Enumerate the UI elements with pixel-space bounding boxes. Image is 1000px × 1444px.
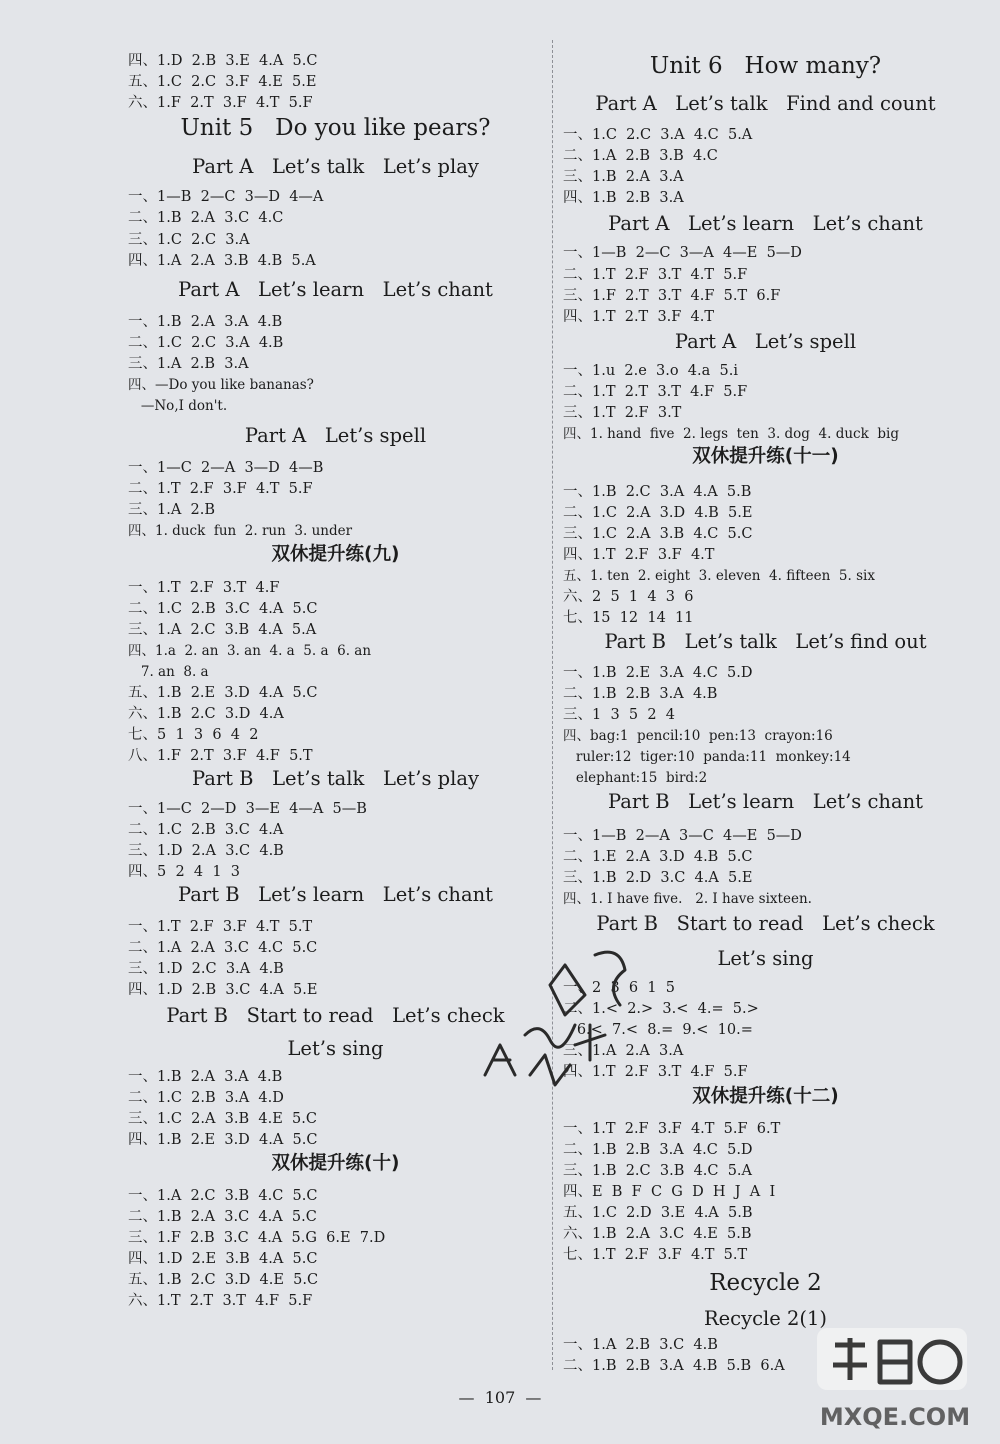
answer-line: 一、1.T 2.F 3.F 4.T 5.F 6.T	[563, 1121, 781, 1137]
answer-line: 二、1.C 2.B 3.A 4.D	[128, 1090, 284, 1106]
answer-line: 三、1.B 2.C 3.B 4.C 5.A	[563, 1163, 753, 1179]
answer-line: 四、1.T 2.F 3.T 4.F 5.F	[563, 1064, 748, 1080]
answer-line: 一、1—C 2—D 3—E 4—A 5—B	[128, 801, 367, 817]
svg-text:MXQE.COM: MXQE.COM	[819, 1403, 971, 1431]
answer-line: 六、1.F 2.T 3.F 4.T 5.F	[128, 95, 313, 111]
answer-line: 六、1.T 2.T 3.T 4.F 5.F	[128, 1293, 313, 1309]
section-heading: Part A Let’s spell	[674, 330, 857, 353]
answer-line: 五、1.B 2.C 3.D 4.E 5.C	[128, 1272, 319, 1288]
answer-line: 四、1.B 2.E 3.D 4.A 5.C	[128, 1132, 318, 1148]
answer-line: 五、1.C 2.C 3.F 4.E 5.E	[128, 74, 317, 90]
section-heading: Part B Let’s talk Let’s play	[191, 767, 480, 790]
answer-line: 三、1.T 2.F 3.T	[563, 405, 682, 421]
answer-line: 二、1.A 2.B 3.B 4.C	[563, 148, 718, 164]
section-heading: Part A Let’s spell	[244, 424, 427, 447]
answer-line: 一、1.T 2.F 3.F 4.T 5.T	[128, 919, 313, 935]
answer-line: 6.< 7.< 8.= 9.< 10.=	[563, 1022, 753, 1038]
practice-title: 双休提升练(十)	[271, 1153, 400, 1174]
answer-line: 三、1 3 5 2 4	[563, 707, 675, 723]
answer-line: 一、1.B 2.C 3.A 4.A 5.B	[563, 484, 752, 500]
answer-line: 二、1.A 2.A 3.C 4.C 5.C	[128, 940, 318, 956]
answer-line: 三、1.D 2.C 3.A 4.B	[128, 961, 284, 977]
section-heading: Recycle 2(1)	[703, 1307, 828, 1330]
answer-line: 一、1.u 2.e 3.o 4.a 5.i	[563, 363, 738, 379]
answer-line: 二、1.B 2.A 3.C 4.C	[128, 210, 284, 226]
answer-line: 一、1—C 2—A 3—D 4—B	[128, 460, 324, 476]
answer-line: 三、1.A 2.B 3.A	[128, 356, 249, 372]
answer-line: 三、1.F 2.B 3.C 4.A 5.G 6.E 7.D	[128, 1230, 386, 1246]
answer-line: 四、1. hand five 2. legs ten 3. dog 4. duck big	[563, 426, 899, 442]
answer-line: 三、1.C 2.A 3.B 4.C 5.C	[563, 526, 753, 542]
answer-line: 三、1.D 2.A 3.C 4.B	[128, 843, 284, 859]
answer-line: 7. an 8. a	[128, 664, 209, 680]
page-number: — 107 —	[458, 1388, 542, 1407]
answer-line: 四、E B F C G D H J A I	[563, 1184, 776, 1200]
answer-line: 四、1.A 2.A 3.B 4.B 5.A	[128, 253, 316, 269]
answer-line: 八、1.F 2.T 3.F 4.F 5.T	[128, 748, 313, 764]
answer-line: 一、1.A 2.C 3.B 4.C 5.C	[128, 1188, 318, 1204]
answer-line: 四、1.T 2.T 3.F 4.T	[563, 309, 715, 325]
section-heading: Part B Let’s learn Let’s chant	[608, 790, 923, 813]
section-heading: Part A Let’s learn Let’s chant	[178, 278, 493, 301]
answer-line: 二、1.E 2.A 3.D 4.B 5.C	[563, 849, 753, 865]
answer-line: 二、1.C 2.B 3.C 4.A	[128, 822, 284, 838]
answer-line: 一、1—B 2—A 3—C 4—E 5—D	[563, 828, 802, 844]
practice-title: 双休提升练(十一)	[692, 446, 839, 467]
section-heading: Part B Start to read Let’s check	[166, 1004, 505, 1027]
answer-line: 一、1.A 2.B 3.C 4.B	[563, 1337, 718, 1353]
answer-line: 三、1.A 2.A 3.A	[563, 1043, 684, 1059]
answer-line: 一、1.T 2.F 3.T 4.F	[128, 580, 280, 596]
section-heading: Part B Let’s learn Let’s chant	[178, 883, 493, 906]
answer-line: 一、2 3 6 1 5	[563, 980, 675, 996]
answer-line: 一、1.B 2.E 3.A 4.C 5.D	[563, 665, 753, 681]
answer-line: 二、1.B 2.A 3.C 4.A 5.C	[128, 1209, 317, 1225]
answer-line: —No,I don't.	[128, 398, 228, 414]
answer-line: 五、1.C 2.D 3.E 4.A 5.B	[563, 1205, 753, 1221]
answer-line: 二、1.T 2.F 3.T 4.T 5.F	[563, 267, 748, 283]
answer-line: 四、1.D 2.B 3.C 4.A 5.E	[128, 982, 318, 998]
answer-line: 七、1.T 2.F 3.F 4.T 5.T	[563, 1247, 748, 1263]
answer-line: 二、1.< 2.> 3.< 4.= 5.>	[563, 1001, 759, 1017]
unit-title: Unit 6 How many?	[649, 53, 882, 79]
unit-title: Recycle 2	[709, 1270, 822, 1296]
answer-line: elephant:15 bird:2	[563, 770, 708, 786]
answer-line: 二、1.C 2.A 3.D 4.B 5.E	[563, 505, 753, 521]
answer-line: 三、1.A 2.C 3.B 4.A 5.A	[128, 622, 317, 638]
answer-line: 六、1.B 2.C 3.D 4.A	[128, 706, 284, 722]
answer-line: 四、1.T 2.F 3.F 4.T	[563, 547, 715, 563]
answer-line: 二、1.C 2.C 3.A 4.B	[128, 335, 284, 351]
answer-line: 三、1.C 2.A 3.B 4.E 5.C	[128, 1111, 317, 1127]
answer-line: 三、1.F 2.T 3.T 4.F 5.T 6.F	[563, 288, 781, 304]
section-heading: Let’s sing	[287, 1037, 384, 1060]
unit-title: Unit 5 Do you like pears?	[180, 115, 491, 141]
answer-line: 六、1.B 2.A 3.C 4.E 5.B	[563, 1226, 752, 1242]
answer-line: 三、1.A 2.B	[128, 502, 216, 518]
answer-line: 一、1.C 2.C 3.A 4.C 5.A	[563, 127, 753, 143]
answer-line: 二、1.T 2.T 3.T 4.F 5.F	[563, 384, 748, 400]
answer-line: 二、1.B 2.B 3.A 4.B	[563, 686, 718, 702]
answer-line: 七、15 12 14 11	[563, 610, 694, 626]
section-heading: Part B Let’s talk Let’s find out	[604, 630, 927, 653]
answer-line: 一、1—B 2—C 3—A 4—E 5—D	[563, 245, 802, 261]
section-heading: Part A Let’s talk Let’s play	[192, 155, 479, 178]
answer-line: 四、1.a 2. an 3. an 4. a 5. a 6. an	[128, 643, 372, 659]
answer-line: 一、1.B 2.A 3.A 4.B	[128, 1069, 283, 1085]
answer-line: 四、5 2 4 1 3	[128, 864, 240, 880]
column-divider	[552, 40, 553, 1370]
section-heading: Let’s sing	[717, 947, 814, 970]
answer-line: 五、1.B 2.E 3.D 4.A 5.C	[128, 685, 318, 701]
answer-line: 四、1.D 2.B 3.E 4.A 5.C	[128, 53, 318, 69]
handwritten-scribble	[455, 925, 645, 1115]
answer-line: 二、1.T 2.F 3.F 4.T 5.F	[128, 481, 313, 497]
answer-line: 四、1. I have five. 2. I have sixteen.	[563, 891, 812, 907]
section-heading: Part A Let’s talk Find and count	[595, 92, 936, 115]
answer-line: 四、1.B 2.B 3.A	[563, 190, 684, 206]
answer-line: 二、1.C 2.B 3.C 4.A 5.C	[128, 601, 318, 617]
answer-line: 三、1.B 2.D 3.C 4.A 5.E	[563, 870, 753, 886]
answer-line: 六、2 5 1 4 3 6	[563, 589, 694, 605]
answer-line: 五、1. ten 2. eight 3. eleven 4. fifteen 5. six	[563, 568, 875, 584]
answer-line: 四、bag:1 pencil:10 pen:13 crayon:16	[563, 728, 833, 744]
answer-line: 三、1.C 2.C 3.A	[128, 232, 250, 248]
answer-line: ruler:12 tiger:10 panda:11 monkey:14	[563, 749, 851, 765]
watermark-logo	[795, 1320, 995, 1440]
answer-line: 一、1.B 2.A 3.A 4.B	[128, 314, 283, 330]
practice-title: 双休提升练(十二)	[692, 1086, 839, 1107]
answer-line: 三、1.B 2.A 3.A	[563, 169, 684, 185]
practice-title: 双休提升练(九)	[271, 544, 400, 565]
answer-line: 七、5 1 3 6 4 2	[128, 727, 259, 743]
answer-line: 二、1.B 2.B 3.A 4.B 5.B 6.A	[563, 1358, 785, 1374]
section-heading: Part A Let’s learn Let’s chant	[608, 212, 923, 235]
answer-line: 四、1. duck fun 2. run 3. under	[128, 523, 353, 539]
section-heading: Part B Start to read Let’s check	[596, 912, 935, 935]
answer-line: 四、1.D 2.E 3.B 4.A 5.C	[128, 1251, 318, 1267]
answer-line: 一、1—B 2—C 3—D 4—A	[128, 189, 324, 205]
answer-line: 四、—Do you like bananas?	[128, 377, 314, 393]
answer-line: 二、1.B 2.B 3.A 4.C 5.D	[563, 1142, 753, 1158]
